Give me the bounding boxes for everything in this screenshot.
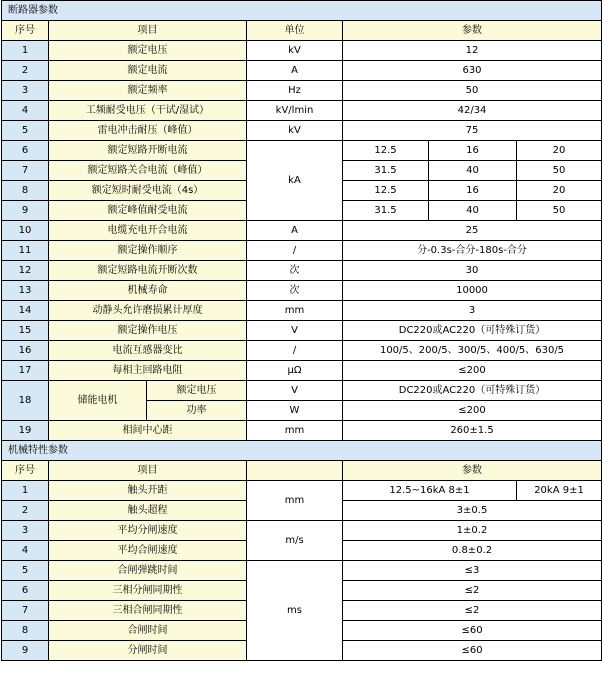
row-no: 8	[2, 181, 49, 201]
row-value: 100/5、200/5、300/5、400/5、630/5	[343, 341, 602, 361]
header-value: 参数	[343, 21, 602, 41]
circuit-breaker-parameter-table	[1, 0, 602, 661]
row-value: 30	[343, 261, 602, 281]
row-value: 12	[343, 41, 602, 61]
header-item: 项目	[49, 461, 247, 481]
row-value: 630	[343, 61, 602, 81]
row-unit: m/s	[247, 521, 343, 561]
row-no: 2	[2, 61, 49, 81]
row-value: ≤2	[343, 601, 602, 621]
row-no: 9	[2, 201, 49, 221]
row-value: 12.5	[343, 141, 429, 161]
header-item: 项目	[49, 21, 247, 41]
row-value: ≤200	[343, 361, 602, 381]
row-no: 5	[2, 121, 49, 141]
row-no: 12	[2, 261, 49, 281]
row-no: 7	[2, 161, 49, 181]
row-item: 额定短时耐受电流（4s）	[49, 181, 247, 201]
row-item: 电缆充电开合电流	[49, 221, 247, 241]
row-no: 15	[2, 321, 49, 341]
row-unit: ms	[247, 561, 343, 661]
row-unit: V	[247, 381, 343, 401]
row-value: 分-0.3s-合分-180s-合分	[343, 241, 602, 261]
row-value: 12.5	[343, 181, 429, 201]
row-item: 额定短路电流开断次数	[49, 261, 247, 281]
row-item: 额定操作电压	[49, 321, 247, 341]
row-no: 3	[2, 81, 49, 101]
row-value: 42/34	[343, 101, 602, 121]
row-item: 额定电压	[49, 41, 247, 61]
row-value: 40	[429, 161, 517, 181]
row-value: ≤200	[343, 401, 602, 421]
row-no: 14	[2, 301, 49, 321]
header-no: 序号	[2, 21, 49, 41]
header-no: 序号	[2, 461, 49, 481]
row-no: 5	[2, 561, 49, 581]
row-item: 相间中心距	[49, 421, 247, 441]
row-no: 10	[2, 221, 49, 241]
row-no: 16	[2, 341, 49, 361]
table-row	[2, 121, 602, 141]
row-item: 每相主回路电阻	[49, 361, 247, 381]
table-row	[2, 261, 602, 281]
row-item: 平均分闸速度	[49, 521, 247, 541]
header-unit: 单位	[247, 21, 343, 41]
row-value: ≤3	[343, 561, 602, 581]
row-value: 50	[343, 81, 602, 101]
row-unit: A	[247, 221, 343, 241]
row-unit: kV	[247, 41, 343, 61]
table-row	[2, 421, 602, 441]
row-unit: kV	[247, 121, 343, 141]
row-no: 6	[2, 581, 49, 601]
row-item: 动静头允许磨损累计厚度	[49, 301, 247, 321]
row-value: ≤2	[343, 581, 602, 601]
row-item: 机械寿命	[49, 281, 247, 301]
table-row	[2, 301, 602, 321]
row-value: DC220或AC220（可特殊订货）	[343, 381, 602, 401]
row-item: 三相分闸同期性	[49, 581, 247, 601]
row-value: 75	[343, 121, 602, 141]
row-unit: kV/lmin	[247, 101, 343, 121]
row-unit: V	[247, 321, 343, 341]
row-value: 260±1.5	[343, 421, 602, 441]
row-value: 16	[429, 141, 517, 161]
row-no: 1	[2, 41, 49, 61]
row-item: 额定短路关合电流（峰值）	[49, 161, 247, 181]
row-value: 50	[517, 161, 602, 181]
row-unit: 次	[247, 261, 343, 281]
row-value: 40	[429, 201, 517, 221]
table-row	[2, 81, 602, 101]
row-no: 8	[2, 621, 49, 641]
row-subitem: 功率	[147, 401, 247, 421]
table-row	[2, 141, 602, 161]
row-unit: μΩ	[247, 361, 343, 381]
row-no: 6	[2, 141, 49, 161]
row-no: 17	[2, 361, 49, 381]
header-value: 参数	[343, 461, 602, 481]
row-value: 0.8±0.2	[343, 541, 602, 561]
row-unit: mm	[247, 421, 343, 441]
row-value: 1±0.2	[343, 521, 602, 541]
row-item: 触头超程	[49, 501, 247, 521]
row-unit: W	[247, 401, 343, 421]
row-value: 16	[429, 181, 517, 201]
section-title: 断路器参数	[2, 1, 602, 21]
table-row	[2, 101, 602, 121]
row-unit: Hz	[247, 81, 343, 101]
row-value: 50	[517, 201, 602, 221]
row-item: 额定频率	[49, 81, 247, 101]
row-no: 13	[2, 281, 49, 301]
row-unit: mm	[247, 481, 343, 521]
row-subitem: 额定电压	[147, 381, 247, 401]
row-value: 31.5	[343, 161, 429, 181]
row-item: 合闸时间	[49, 621, 247, 641]
row-item: 额定电流	[49, 61, 247, 81]
section-title: 机械特性参数	[2, 441, 602, 461]
table-row	[2, 281, 602, 301]
row-no: 3	[2, 521, 49, 541]
header-unit	[247, 461, 343, 481]
row-item: 工频耐受电压（干试/湿试）	[49, 101, 247, 121]
row-value: DC220或AC220（可特殊订货）	[343, 321, 602, 341]
row-no: 2	[2, 501, 49, 521]
table-row	[2, 381, 602, 401]
table-row	[2, 341, 602, 361]
row-value: ≤60	[343, 641, 602, 661]
row-value: 3	[343, 301, 602, 321]
row-no: 4	[2, 101, 49, 121]
table-row	[2, 41, 602, 61]
row-value: 10000	[343, 281, 602, 301]
row-no: 11	[2, 241, 49, 261]
row-item: 储能电机	[49, 381, 147, 421]
row-no: 9	[2, 641, 49, 661]
table-row	[2, 241, 602, 261]
row-value: 20kA 9±1	[517, 481, 602, 501]
row-no: 18	[2, 381, 49, 421]
row-unit: /	[247, 341, 343, 361]
table-row	[2, 61, 602, 81]
row-unit: 次	[247, 281, 343, 301]
row-no: 7	[2, 601, 49, 621]
row-item: 额定峰值耐受电流	[49, 201, 247, 221]
table-row	[2, 361, 602, 381]
row-unit: mm	[247, 301, 343, 321]
row-item: 触头开距	[49, 481, 247, 501]
table-row	[2, 321, 602, 341]
row-value: 20	[517, 181, 602, 201]
row-item: 分闸时间	[49, 641, 247, 661]
table-row	[2, 561, 602, 581]
row-unit: kA	[247, 141, 343, 221]
row-no: 1	[2, 481, 49, 501]
row-no: 19	[2, 421, 49, 441]
row-value: 12.5~16kA 8±1	[343, 481, 517, 501]
row-value: ≤60	[343, 621, 602, 641]
row-value: 3±0.5	[343, 501, 602, 521]
row-value: 25	[343, 221, 602, 241]
row-unit: /	[247, 241, 343, 261]
row-value: 20	[517, 141, 602, 161]
table-row	[2, 521, 602, 541]
row-item: 额定操作顺序	[49, 241, 247, 261]
row-item: 电流互感器变比	[49, 341, 247, 361]
row-unit: A	[247, 61, 343, 81]
row-item: 合闸弹跳时间	[49, 561, 247, 581]
row-item: 额定短路开断电流	[49, 141, 247, 161]
row-no: 4	[2, 541, 49, 561]
row-item: 雷电冲击耐压（峰值）	[49, 121, 247, 141]
row-item: 三相合闸同期性	[49, 601, 247, 621]
table-row	[2, 481, 602, 501]
table-row	[2, 221, 602, 241]
row-value: 31.5	[343, 201, 429, 221]
row-item: 平均合闸速度	[49, 541, 247, 561]
